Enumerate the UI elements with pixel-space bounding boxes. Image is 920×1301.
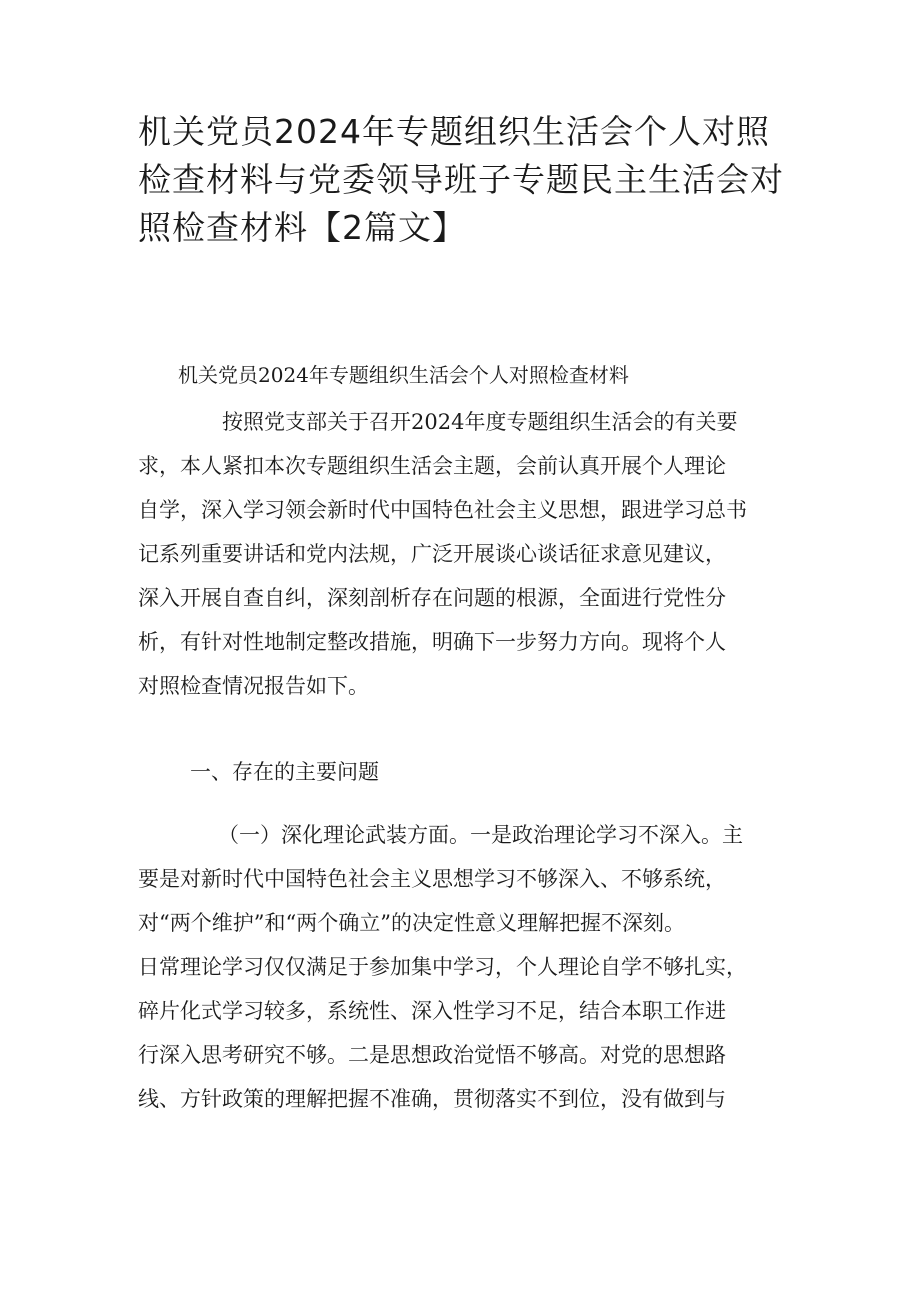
- paragraph-line: 按照党支部关于召开2024年度专题组织生活会的有关要: [222, 410, 738, 434]
- paragraph-line: 析，有针对性地制定整改措施，明确下一步努力方向。现将个人: [138, 630, 726, 654]
- title-line: 机关党员2024年专题组织生活会个人对照: [138, 112, 770, 151]
- issues-paragraph: [138, 813, 792, 1121]
- paragraph-line: 碎片化式学习较多，系统性、深入性学习不足，结合本职工作进: [138, 999, 726, 1023]
- document-title: [138, 108, 798, 252]
- title-line: 照检查材料【2篇文】: [138, 208, 466, 247]
- intro-paragraph: [138, 400, 792, 708]
- paragraph-line: 对“两个维护”和“两个确立”的决定性意义理解把握不深刻。: [138, 911, 685, 935]
- paragraph-line: 日常理论学习仅仅满足于参加集中学习，个人理论自学不够扎实，: [138, 955, 747, 979]
- heading-text: 一、存在的主要问题: [190, 760, 379, 784]
- paragraph-line: 对照检查情况报告如下。: [138, 674, 369, 698]
- section-subtitle: 机关党员2024年专题组织生活会个人对照检查材料: [178, 363, 629, 387]
- paragraph-line: （一）深化理论武装方面。一是政治理论学习不深入。主: [218, 823, 743, 847]
- paragraph-line: 要是对新时代中国特色社会主义思想学习不够深入、不够系统，: [138, 867, 726, 891]
- paragraph-line: 记系列重要讲话和党内法规，广泛开展谈心谈话征求意见建议，: [138, 542, 726, 566]
- paragraph-line: 深入开展自查自纠，深刻剖析存在问题的根源，全面进行党性分: [138, 586, 726, 610]
- title-line: 检查材料与党委领导班子专题民主生活会对: [138, 160, 784, 199]
- paragraph-line: 自学，深入学习领会新时代中国特色社会主义思想，跟进学习总书: [138, 498, 747, 522]
- paragraph-line: 线、方针政策的理解把握不准确，贯彻落实不到位，没有做到与: [138, 1087, 726, 1111]
- section-heading: [138, 750, 792, 794]
- paragraph-line: 行深入思考研究不够。二是思想政治觉悟不够高。对党的思想路: [138, 1043, 726, 1067]
- paragraph-line: 求，本人紧扣本次专题组织生活会主题，会前认真开展个人理论: [138, 454, 726, 478]
